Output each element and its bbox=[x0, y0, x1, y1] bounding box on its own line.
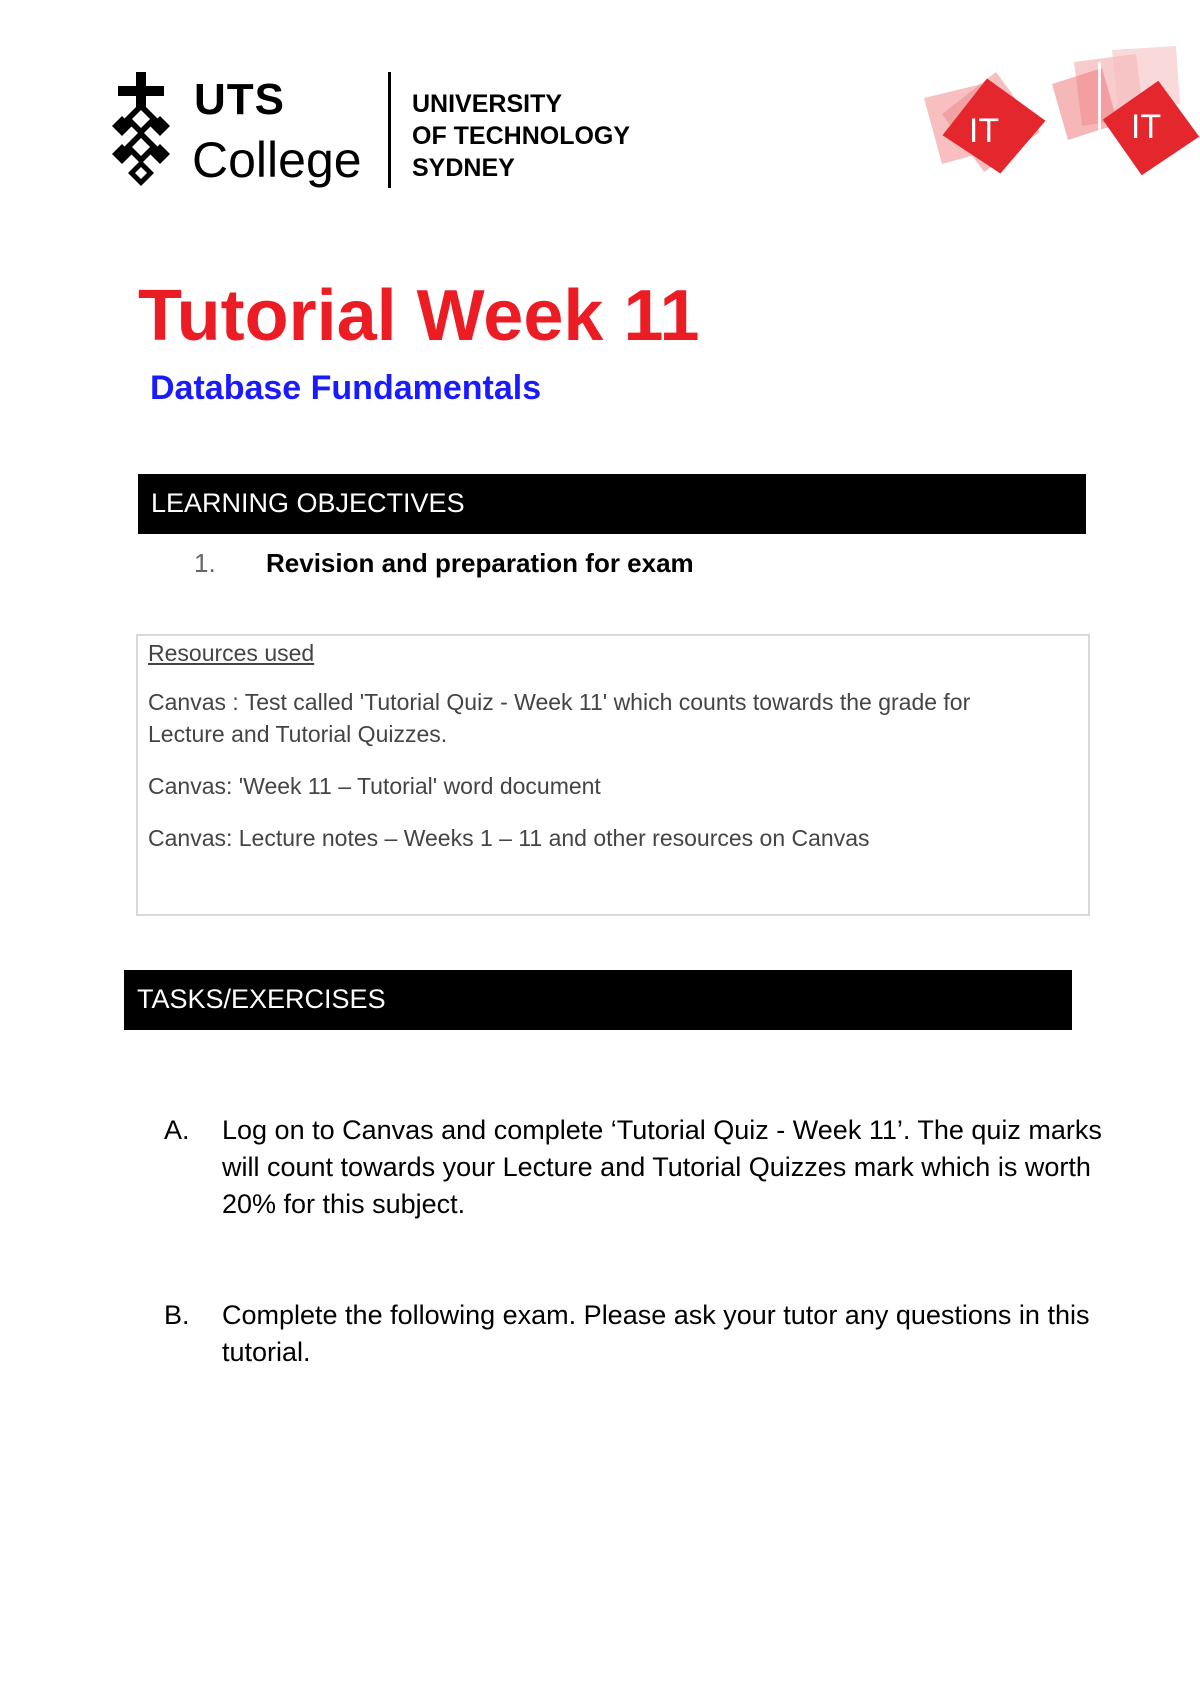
objective-number: 1. bbox=[194, 548, 216, 578]
resource-line: Canvas: 'Week 11 – Tutorial' word document bbox=[148, 773, 601, 799]
uts-wordmark: UTS bbox=[194, 75, 285, 124]
objective-item bbox=[194, 546, 694, 580]
page-subtitle: Database Fundamentals bbox=[150, 369, 542, 407]
uts-emblem-icon bbox=[110, 72, 172, 190]
resources-heading: Resources used bbox=[148, 640, 315, 666]
resources-box bbox=[136, 634, 1090, 916]
page-title: Tutorial Week 11 bbox=[138, 276, 700, 356]
task-letter: A. bbox=[164, 1115, 190, 1145]
resource-line: Canvas: Lecture notes – Weeks 1 – 11 and other resources on Canvas bbox=[148, 825, 870, 851]
college-wordmark: College bbox=[192, 132, 362, 188]
page-header bbox=[110, 66, 1200, 196]
university-line: OF TECHNOLOGY bbox=[412, 122, 631, 150]
university-line: UNIVERSITY bbox=[412, 90, 563, 118]
it-faculty-logo-icon bbox=[922, 44, 1200, 194]
resource-line: Canvas : Test called 'Tutorial Quiz - Week 11' which counts towards the grade for Lecture and Tutorial Quizzes. bbox=[148, 689, 971, 747]
logo-divider bbox=[388, 72, 391, 188]
tasks-heading: TASKS/EXERCISES bbox=[124, 970, 1072, 1030]
it-badge-label: IT bbox=[968, 112, 1000, 150]
it-badge-label: IT bbox=[1130, 108, 1162, 146]
uts-college-logo bbox=[110, 70, 640, 190]
task-letter: B. bbox=[164, 1300, 190, 1330]
task-text: Log on to Canvas and complete ‘Tutorial Quiz - Week 11’. The quiz marks will count towards your Lecture and Tutorial Quizzes mark which is worth 20% for this subject. bbox=[222, 1115, 1102, 1219]
learning-objectives-heading: LEARNING OBJECTIVES bbox=[138, 474, 1086, 534]
task-text: Complete the following exam. Please ask your tutor any questions in this tutorial. bbox=[222, 1300, 1090, 1367]
university-line: SYDNEY bbox=[412, 154, 515, 182]
university-name bbox=[412, 88, 630, 184]
objective-text: Revision and preparation for exam bbox=[266, 548, 694, 578]
